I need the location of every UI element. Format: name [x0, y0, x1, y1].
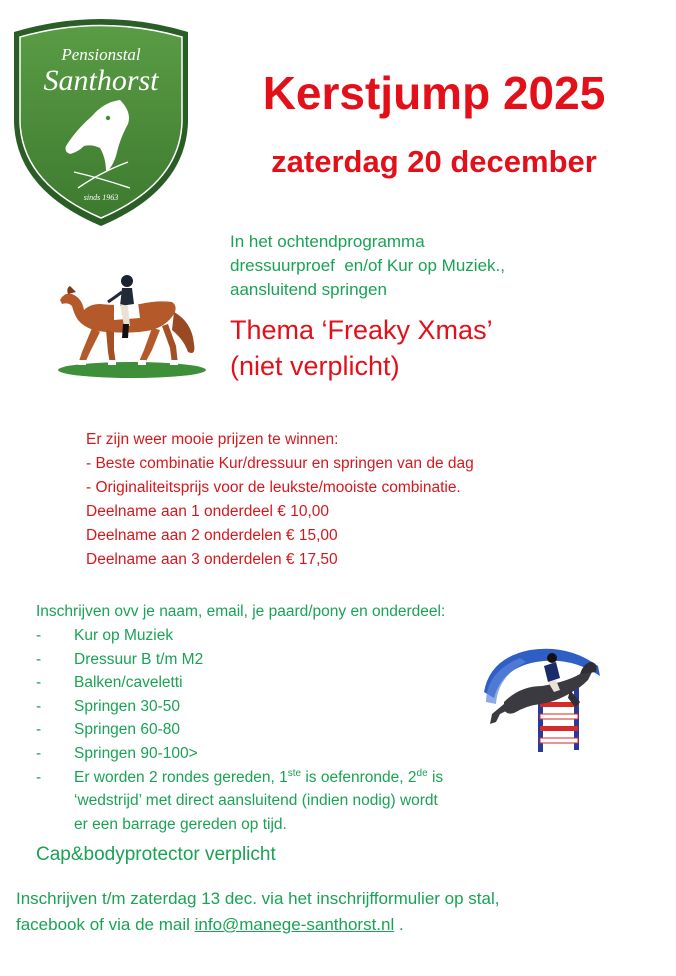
closing-line-1: Inschrijven t/m zaterdag 13 dec. via het inschrijfformulier op stal, — [16, 889, 500, 908]
santhorst-logo — [8, 12, 194, 230]
page-title: Kerstjump 2025 — [262, 67, 606, 119]
closing-line-2 — [16, 912, 499, 938]
list-item-label: Dressuur B t/m M2 — [74, 650, 204, 668]
list-item — [36, 648, 443, 672]
logo-top-text: Pensionstal — [61, 45, 141, 64]
list-dash: - — [36, 627, 42, 644]
list-item — [36, 742, 443, 766]
prizes-section — [86, 428, 474, 572]
theme-text — [230, 312, 493, 384]
registration-list — [36, 624, 443, 836]
list-item-rounds — [36, 766, 443, 837]
fee-line: Deelname aan 1 onderdeel € 10,00 — [86, 503, 330, 520]
dressage-horse-illustration — [48, 248, 208, 388]
rounds-sup: de — [416, 767, 428, 779]
list-item-label: Springen 60-80 — [74, 721, 180, 739]
safety-requirement: Cap&bodyprotector verplicht — [36, 844, 276, 865]
rounds-line-1 — [74, 766, 443, 790]
intro-line: aansluitend springen — [230, 280, 387, 299]
logo-name: Santhorst — [43, 64, 159, 97]
list-dash: - — [36, 721, 42, 739]
list-item — [36, 718, 443, 742]
list-item — [36, 624, 443, 648]
rounds-text: is oefenronde, 2 — [301, 768, 417, 786]
list-item-label: Springen 30-50 — [74, 697, 180, 715]
show-jumping-illustration — [480, 632, 606, 754]
list-item-label: Kur op Muziek — [74, 627, 174, 644]
list-item — [36, 695, 443, 719]
list-dash: - — [36, 768, 42, 786]
registration-intro: Inschrijven ovv je naam, email, je paard/pony en onderdeel: — [36, 603, 446, 620]
logo-since: sinds 1963 — [83, 193, 119, 202]
list-dash: - — [36, 697, 42, 715]
rounds-line-2: ‘wedstrijd’ met direct aansluitend (indien nodig) wordt — [74, 792, 438, 810]
intro-line: In het ochtendprogramma — [230, 232, 425, 251]
list-dash: - — [36, 674, 42, 692]
closing-text — [16, 886, 499, 938]
fee-line: Deelname aan 2 onderdelen € 15,00 — [86, 527, 338, 544]
prize-item: - Originaliteitsprijs voor de leukste/mooiste combinatie. — [86, 479, 461, 496]
prizes-heading: Er zijn weer mooie prijzen te winnen: — [86, 431, 339, 448]
list-dash: - — [36, 744, 42, 762]
rounds-text: Er worden 2 rondes gereden, 1 — [74, 768, 288, 786]
intro-text — [230, 230, 505, 302]
list-item-label: Balken/caveletti — [74, 674, 183, 692]
closing-prefix: facebook of via de mail — [16, 915, 195, 934]
prize-item: - Beste combinatie Kur/dressuur en springen van de dag — [86, 455, 474, 472]
closing-suffix: . — [394, 915, 404, 934]
rounds-text: is — [427, 768, 444, 786]
event-date: zaterdag 20 december — [271, 144, 597, 179]
list-item — [36, 671, 443, 695]
email-link[interactable]: info@manege-santhorst.nl — [194, 915, 395, 934]
theme-line: Thema ‘Freaky Xmas’ — [230, 315, 493, 345]
list-dash: - — [36, 650, 42, 668]
rounds-sup: ste — [287, 767, 302, 779]
list-item-label: Springen 90-100> — [74, 744, 198, 762]
fee-line: Deelname aan 3 onderdelen € 17,50 — [86, 551, 338, 568]
rounds-line-3: er een barrage gereden op tijd. — [74, 815, 287, 833]
intro-line: dressuurproef en/of Kur op Muziek., — [230, 256, 505, 275]
theme-note: (niet verplicht) — [230, 351, 400, 381]
